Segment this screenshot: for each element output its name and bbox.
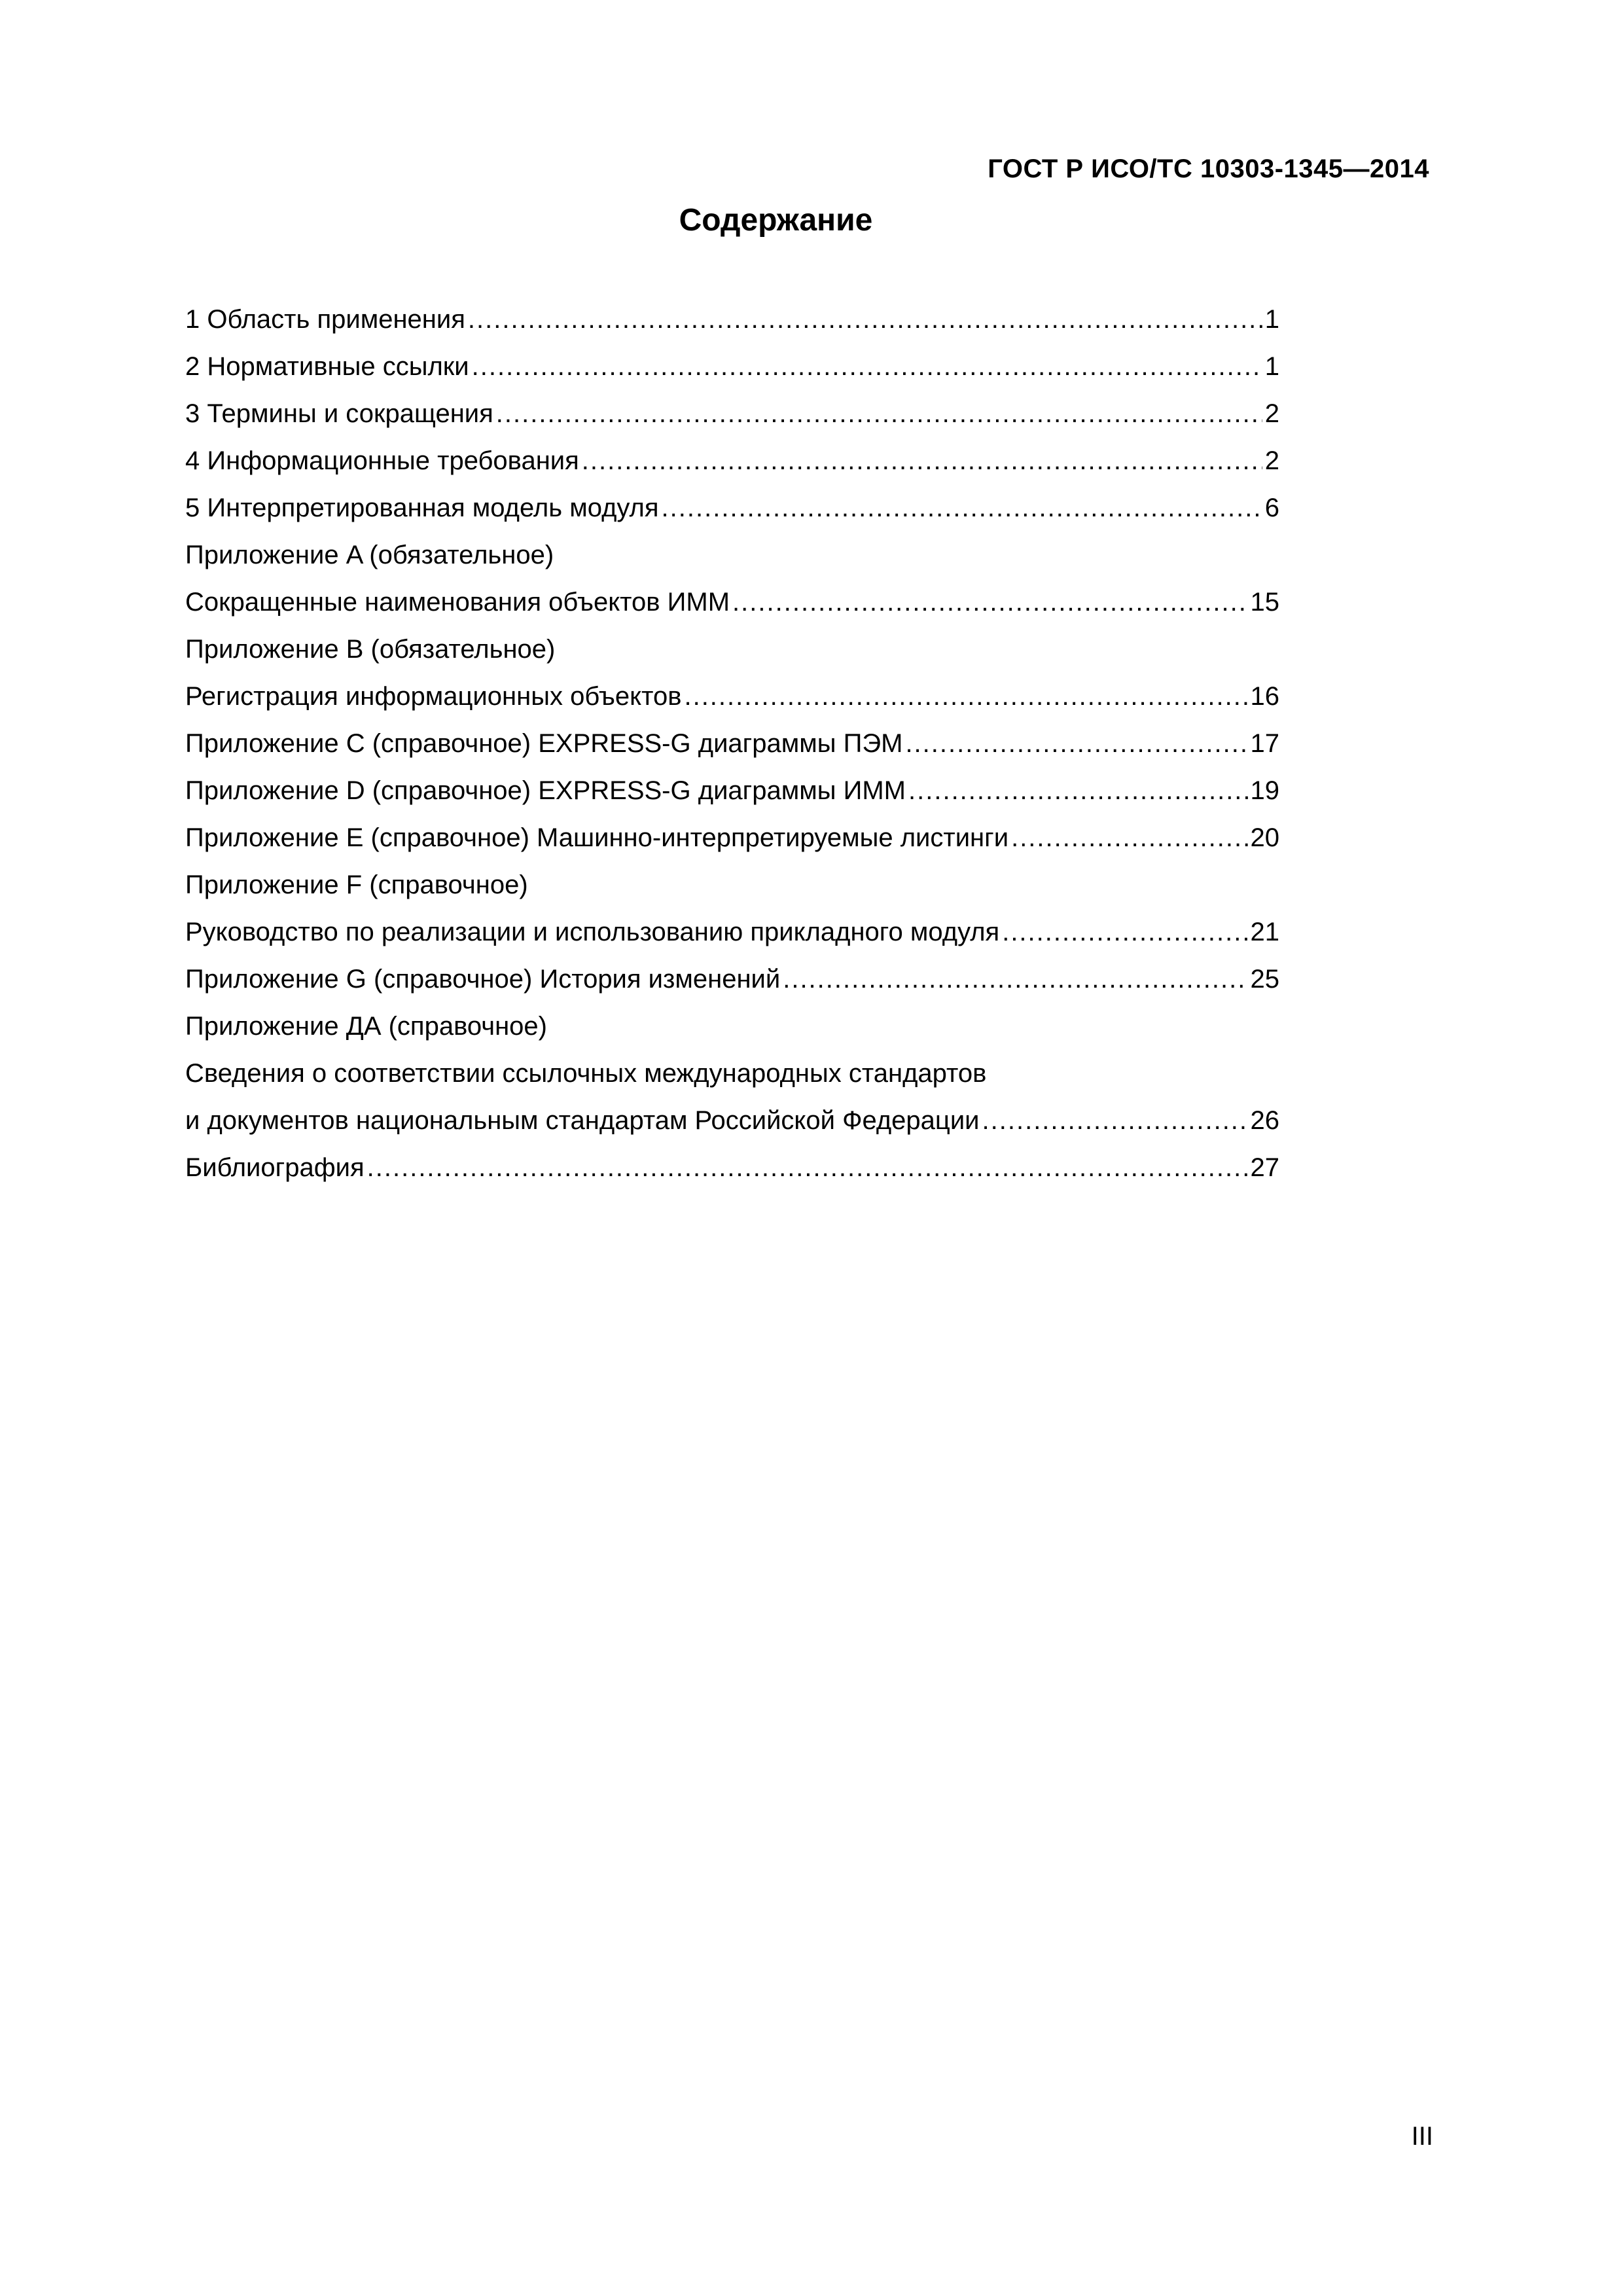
toc-entry-title: и документов национальным стандартам Российской Федерации (185, 1106, 980, 1135)
toc-entry (185, 1144, 1279, 1191)
toc-entry-title: 4 Информационные требования (185, 446, 579, 475)
toc-entry-page: 17 (1250, 729, 1279, 758)
toc-entry-page: 20 (1250, 823, 1279, 852)
toc-leader-dots (472, 343, 1262, 390)
toc-entry (185, 861, 1279, 908)
toc-entry (185, 720, 1279, 767)
toc-entry (185, 1050, 1279, 1097)
toc-leader-dots (1011, 814, 1247, 861)
toc-entry-title: Библиография (185, 1153, 365, 1182)
toc-entry-page: 27 (1250, 1153, 1279, 1182)
toc-entry (185, 956, 1279, 1003)
toc-entry (185, 437, 1279, 484)
toc-leader-dots (732, 579, 1247, 626)
toc-entry-page: 2 (1264, 446, 1279, 475)
toc-leader-dots (367, 1144, 1248, 1191)
toc-leader-dots (662, 484, 1262, 531)
toc-entry-page: 15 (1250, 588, 1279, 617)
toc-entry-title: Приложение ДА (справочное) (185, 1012, 547, 1041)
toc-leader-dots (982, 1097, 1248, 1144)
toc-leader-dots (468, 296, 1262, 343)
toc-entry-title: Сведения о соответствии ссылочных международных стандартов (185, 1059, 987, 1088)
page-number: III (1411, 2122, 1433, 2151)
toc-entry (185, 296, 1279, 343)
toc-entry-title: Приложение A (обязательное) (185, 541, 554, 569)
toc-leader-dots (496, 390, 1262, 437)
toc-leader-dots (1002, 908, 1247, 956)
toc-leader-dots (582, 437, 1262, 484)
toc-entry-title: Приложение E (справочное) Машинно-интерпретируемые листинги (185, 823, 1009, 852)
toc-entry-title: Приложение F (справочное) (185, 870, 528, 899)
table-of-contents (185, 296, 1279, 1191)
toc-entry-page: 1 (1264, 305, 1279, 334)
toc-leader-dots (684, 673, 1247, 720)
toc-entry-page: 25 (1250, 965, 1279, 994)
toc-leader-dots (783, 956, 1247, 1003)
toc-entry (185, 673, 1279, 720)
toc-entry (185, 390, 1279, 437)
toc-entry-title: 2 Нормативные ссылки (185, 352, 469, 381)
toc-leader-dots (908, 767, 1248, 814)
toc-leader-dots (905, 720, 1247, 767)
toc-entry-page: 16 (1250, 682, 1279, 711)
toc-entry (185, 579, 1279, 626)
toc-entry-title: Приложение D (справочное) EXPRESS-G диаграммы ИММ (185, 776, 906, 805)
toc-entry-page: 1 (1264, 352, 1279, 381)
toc-entry (185, 531, 1279, 579)
toc-entry-page: 26 (1250, 1106, 1279, 1135)
toc-entry-title: Приложение G (справочное) История изменений (185, 965, 781, 994)
toc-entry (185, 343, 1279, 390)
toc-entry (185, 626, 1279, 673)
toc-entry (185, 1097, 1279, 1144)
toc-entry (185, 814, 1279, 861)
toc-entry-title: 5 Интерпретированная модель модуля (185, 493, 659, 522)
toc-entry-title: Сокращенные наименования объектов ИММ (185, 588, 730, 617)
toc-entry-title: 3 Термины и сокращения (185, 399, 493, 428)
document-code: ГОСТ Р ИСО/ТС 10303-1345—2014 (988, 154, 1429, 183)
toc-entry-title: Приложение C (справочное) EXPRESS-G диаграммы ПЭМ (185, 729, 903, 758)
toc-entry-title: 1 Область применения (185, 305, 465, 334)
toc-entry-page: 19 (1250, 776, 1279, 805)
toc-entry (185, 767, 1279, 814)
toc-entry-title: Регистрация информационных объектов (185, 682, 682, 711)
toc-entry-title: Приложение B (обязательное) (185, 635, 556, 664)
toc-entry (185, 908, 1279, 956)
toc-entry-page: 21 (1250, 918, 1279, 946)
toc-entry (185, 484, 1279, 531)
page-title: Содержание (679, 203, 873, 238)
toc-entry-title: Руководство по реализации и использованию прикладного модуля (185, 918, 1000, 946)
toc-entry (185, 1003, 1279, 1050)
toc-entry-page: 6 (1264, 493, 1279, 522)
toc-entry-page: 2 (1264, 399, 1279, 428)
